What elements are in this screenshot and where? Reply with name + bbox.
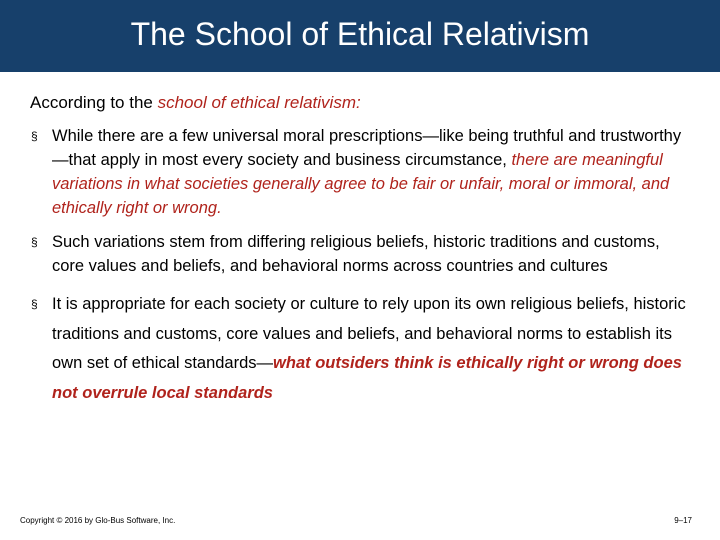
page-number: 9–17 [674, 516, 692, 525]
title-bar [0, 0, 720, 72]
bullet-item-2 [30, 230, 690, 278]
copyright-notice: Copyright © 2016 by Glo-Bus Software, Inc. [20, 516, 176, 525]
bullet-item-1 [30, 124, 690, 220]
intro-lead: According to the [30, 93, 158, 112]
slide-title: The School of Ethical Relativism [130, 16, 590, 52]
bullet-marker-icon: § [31, 297, 38, 311]
bullet-item-3 [30, 290, 690, 408]
bullet-1-emphasis: there are meaningful variations in what societies generally agree to be fair or unfair, moral or immoral, and ethically right or wrong [52, 151, 670, 217]
bullet-2-text: Such variations stem from differing religious beliefs, historic traditions and customs, core values and beliefs, and behavioral norms across countries and cultures [52, 233, 660, 275]
bullet-marker-icon: § [31, 235, 38, 249]
bullet-list [30, 124, 690, 408]
intro-line [30, 92, 361, 114]
bullet-1-text: While there are a few universal moral prescriptions—like being truthful and trustworthy—that apply in most every society and business circumstance, [52, 127, 682, 169]
bullet-1-tail: . [217, 199, 222, 217]
bullet-marker-icon: § [31, 129, 38, 143]
bullet-3-text: It is appropriate for each society or culture to rely upon its own religious beliefs, historic traditions and customs, core values and beliefs, and behavioral norms to establish its own set of ethical standards— [52, 295, 686, 372]
intro-emphasis: school of ethical relativism: [157, 93, 361, 112]
bullet-3-emphasis: what outsiders think is ethically right or wrong does not overrule local standards [52, 354, 682, 402]
